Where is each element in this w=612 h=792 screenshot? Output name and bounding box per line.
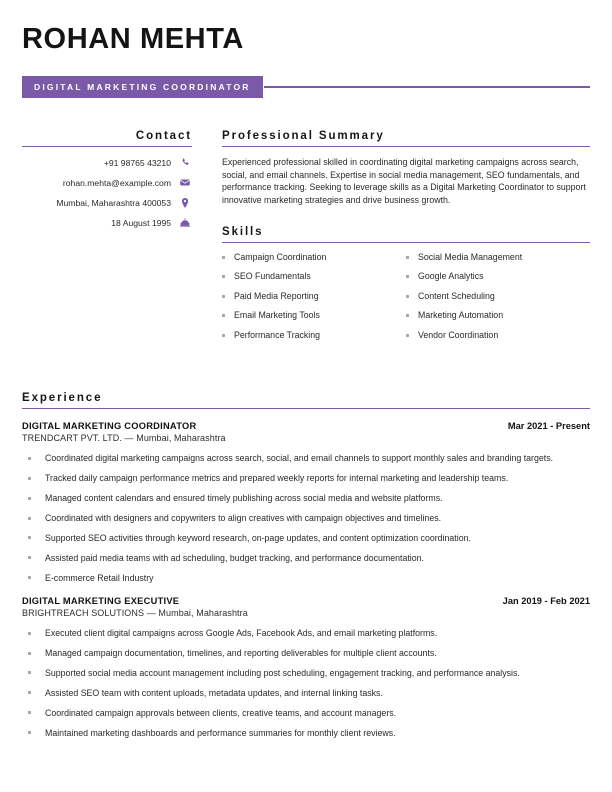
job-bullet [22,492,590,504]
skills-column-left [222,252,406,350]
square-bullet-icon [28,536,31,539]
job-bullet-text: E-commerce Retail Industry [45,572,154,583]
job-title: DIGITAL MARKETING EXECUTIVE [22,596,180,607]
square-bullet-icon [222,314,225,317]
skill-item [222,291,406,301]
square-bullet-icon [222,334,225,337]
job-bullet-text: Assisted paid media teams with ad scheduling, budget tracking, and performance documentation. [45,552,424,563]
contact-value: rohan.mehta@example.com [62,177,171,188]
job-bullet [22,452,590,464]
job-dates: Jan 2019 - Feb 2021 [502,596,590,607]
skill-item [222,330,406,340]
contact-row[interactable] [22,216,192,229]
skill-label: Marketing Automation [418,310,504,321]
square-bullet-icon [28,671,31,674]
skill-item [406,271,590,281]
job-bullet-text: Supported SEO activities through keyword research, on-page updates, and content optimization coordination. [45,532,471,543]
experience-section [22,392,590,747]
skill-item [406,291,590,301]
job-bullet [22,532,590,544]
location-pin-icon [178,198,192,208]
job-bullet-text: Supported social media account management including post scheduling, engagement tracking, and performance analysis. [45,667,520,678]
job-header [22,596,590,606]
job-bullet-text: Tracked daily campaign performance metrics and prepared weekly reports for internal marketing and leadership teams. [45,473,509,484]
skill-item [222,310,406,320]
candidate-name: ROHAN MEHTA [22,23,244,55]
square-bullet-icon [406,295,409,298]
square-bullet-icon [406,334,409,337]
job-bullet [22,667,590,679]
square-bullet-icon [28,691,31,694]
skills-heading-rule [222,242,590,243]
skill-label: Paid Media Reporting [234,290,319,301]
jobs-list [22,421,590,739]
job-bullet [22,687,590,699]
skills-heading: Skills [222,225,264,238]
job-bullet-text: Managed campaign documentation, timelines, and reporting deliverables for multiple client accounts. [45,648,437,659]
right-column [222,130,590,349]
job-company: BRIGHTREACH SOLUTIONS — Mumbai, Maharashtra [22,608,248,619]
square-bullet-icon [28,457,31,460]
job-bullet [22,552,590,564]
job-bullet-text: Coordinated campaign approvals between clients, creative teams, and account managers. [45,707,397,718]
contact-heading: Contact [135,130,192,142]
job-dates: Mar 2021 - Present [507,421,590,432]
square-bullet-icon [28,711,31,714]
job-bullet [22,707,590,719]
left-column [22,130,192,236]
experience-heading-rule [22,408,590,409]
square-bullet-icon [28,576,31,579]
skill-label: Campaign Coordination [234,251,327,262]
job-entry [22,596,590,739]
skill-item [406,252,590,262]
summary-body: Experienced professional skilled in coordinating digital marketing campaigns across search, social, and email channels. Expertise in social media management, SEO fundamentals, and performance tracking. Seeking to leverage skills as a Digital Marketing Coordinator to support innovative marketing strategies and drive business growth. [222,157,586,206]
birthday-cake-icon [178,218,192,227]
square-bullet-icon [28,477,31,480]
job-bullet [22,647,590,659]
job-bullet-text: Coordinated with designers and copywriters to align creatives with campaign objectives and timelines. [45,513,442,524]
contact-heading-rule [22,146,192,147]
skill-label: Social Media Management [418,251,523,262]
contact-row[interactable] [22,156,192,169]
contact-row[interactable] [22,176,192,189]
job-bullet-text: Executed client digital campaigns across Google Ads, Facebook Ads, and email marketing platforms. [45,628,438,639]
job-title: DIGITAL MARKETING COORDINATOR [22,421,197,432]
square-bullet-icon [406,256,409,259]
phone-icon [178,158,192,167]
envelope-icon [178,178,192,187]
square-bullet-icon [222,275,225,278]
square-bullet-icon [28,652,31,655]
job-bullet-text: Assisted SEO team with content uploads, metadata updates, and internal linking tasks. [45,687,383,698]
square-bullet-icon [222,256,225,259]
job-title-badge: DIGITAL MARKETING COORDINATOR [22,76,263,98]
square-bullet-icon [28,731,31,734]
job-entry [22,421,590,584]
skill-label: Vendor Coordination [418,329,499,340]
header-accent-rule [264,86,590,88]
square-bullet-icon [28,517,31,520]
contact-row[interactable] [22,196,192,209]
square-bullet-icon [222,295,225,298]
job-bullet [22,627,590,639]
skill-item [406,310,590,320]
square-bullet-icon [28,556,31,559]
square-bullet-icon [28,497,31,500]
square-bullet-icon [406,275,409,278]
job-bullet-text: Managed content calendars and ensured timely publishing across social media and website platforms. [45,493,443,504]
summary-heading: Professional Summary [222,130,385,142]
skill-item [222,271,406,281]
contact-value: 18 August 1995 [111,217,171,228]
contact-value: Mumbai, Maharashtra 400053 [56,197,171,208]
job-title-row [22,76,590,98]
skill-item [222,252,406,262]
square-bullet-icon [28,632,31,635]
summary-heading-rule [222,146,590,147]
skill-label: SEO Fundamentals [234,271,311,282]
contact-list [22,156,192,229]
skill-label: Performance Tracking [234,329,321,340]
square-bullet-icon [406,314,409,317]
job-header [22,421,590,431]
job-bullet-list [22,627,590,739]
job-company: TRENDCART PVT. LTD. — Mumbai, Maharashtra [22,433,226,444]
skill-item [406,330,590,340]
contact-value: +91 98765 43210 [103,157,171,168]
skill-label: Email Marketing Tools [234,310,320,321]
job-bullet-text: Maintained marketing dashboards and performance summaries for monthly client reviews. [45,727,396,738]
experience-heading: Experience [22,392,103,404]
job-bullet [22,572,590,584]
job-bullet [22,512,590,524]
job-bullet [22,472,590,484]
job-bullet [22,727,590,739]
skill-label: Google Analytics [418,271,484,282]
skills-column-right [406,252,590,350]
job-bullet-text: Coordinated digital marketing campaigns across search, social, and email channels to support monthly sales and branding targets. [45,453,554,464]
skills-grid [222,252,590,350]
skill-label: Content Scheduling [418,290,495,301]
job-bullet-list [22,452,590,584]
